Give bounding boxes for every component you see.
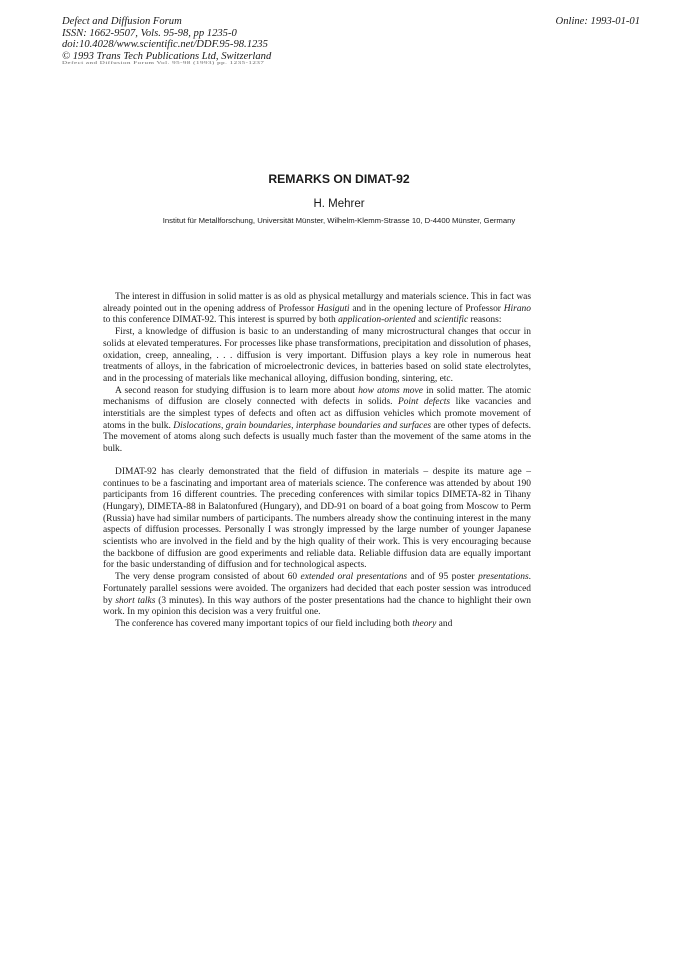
journal-reference-line: Defect and Diffusion Forum Vol. 95-98 (1993) pp. 1235-1237 bbox=[62, 60, 265, 66]
paper-title: REMARKS ON DIMAT-92 bbox=[268, 172, 410, 186]
paragraph-2: First, a knowledge of diffusion is basic to an understanding of many microstructural changes that occur in solids at elevated temperatures. For processes like phase transformations, precipitation and dissolution of phases, oxidation, creep, annealing, . . . diffusion is very important. Diffusion plays a key role in numerous heat treatments of alloys, in the fabrication of microelectronic devices, in batteries based on solid state electrolytes, and in the processing of materials like mechanical alloying, diffusion bonding, sintering, etc. bbox=[103, 327, 531, 384]
paragraph-1: The interest in diffusion in solid matter is as old as physical metallurgy and materials science. This in fact was already pointed out in the opening address of Professor Hasiguti and in the opening lecture of Professor Hirano to this conference DIMAT-92. This interest is spurred by both application-oriented and scientific reasons: bbox=[103, 292, 531, 326]
paper-body bbox=[103, 292, 531, 631]
doi-line: doi:10.4028/www.scientific.net/DDF.95-98.1235 bbox=[62, 39, 268, 51]
paragraph-5: The very dense program consisted of about 60 extended oral presentations and of 95 poster presentations. Fortunately parallel sessions were avoided. The organizers had decided that each poster session was introduced by short talks (3 minutes). In this way authors of the poster presentations had the chance to highlight their own work. In my opinion this decision was a very fruitful one. bbox=[103, 572, 532, 618]
copyright-line: © 1993 Trans Tech Publications Ltd, Switzerland bbox=[62, 50, 272, 62]
online-date: Online: 1993-01-01 bbox=[555, 16, 640, 27]
paragraph-3: A second reason for studying diffusion is to learn more about how atoms move in solid matter. The atomic mechanisms of diffusion are closely connected with defects in solids. Point defects like vacancies and interstitials are the simplest types of defects and often act as diffusion vehicles which promote movement of atoms in the bulk. Dislocations, grain boundaries, interphase boundaries and surfaces are other types of defects. The movement of atoms along such defects is usually much faster than the movement of the same atoms in the bulk. bbox=[103, 385, 531, 455]
paragraph-4: DIMAT-92 has clearly demonstrated that the field of diffusion in materials – despite its mature age – continues to be a fascinating and important area of materials science. The conference was attended by about 190 participants from 16 different countries. The preceding conferences with similar topics DIMETA-82 in Tihany (Hungary), DIMETA-88 in Balatonfured (Hungary), and DD-91 on board of a boat going from Moscow to Perm (Russia) have had similar numbers of participants. The numbers already show the continuing interest in the many aspects of diffusion processes. Personally I was strongly impressed by the large number of younger Japanese scientists who are involved in the field and by the high quality of their work. This is very encouraging because the backbone of diffusion are good experiments and reliable data. Reliable diffusion data are equally important for the basic understanding of diffusion and for technological aspects. bbox=[103, 466, 531, 571]
issn-line: ISSN: 1662-9507, Vols. 95-98, pp 1235-0 bbox=[62, 27, 237, 39]
paper-author: H. Mehrer bbox=[313, 198, 365, 210]
journal-name: Defect and Diffusion Forum bbox=[62, 16, 182, 27]
journal-header bbox=[62, 16, 640, 68]
author-affiliation: Institut für Metallforschung, Universität Münster, Wilhelm-Klemm-Strasse 10, D-4400 Münster, Germany bbox=[162, 216, 516, 225]
paragraph-6: The conference has covered many important topics of our field including both theory and bbox=[115, 618, 453, 629]
